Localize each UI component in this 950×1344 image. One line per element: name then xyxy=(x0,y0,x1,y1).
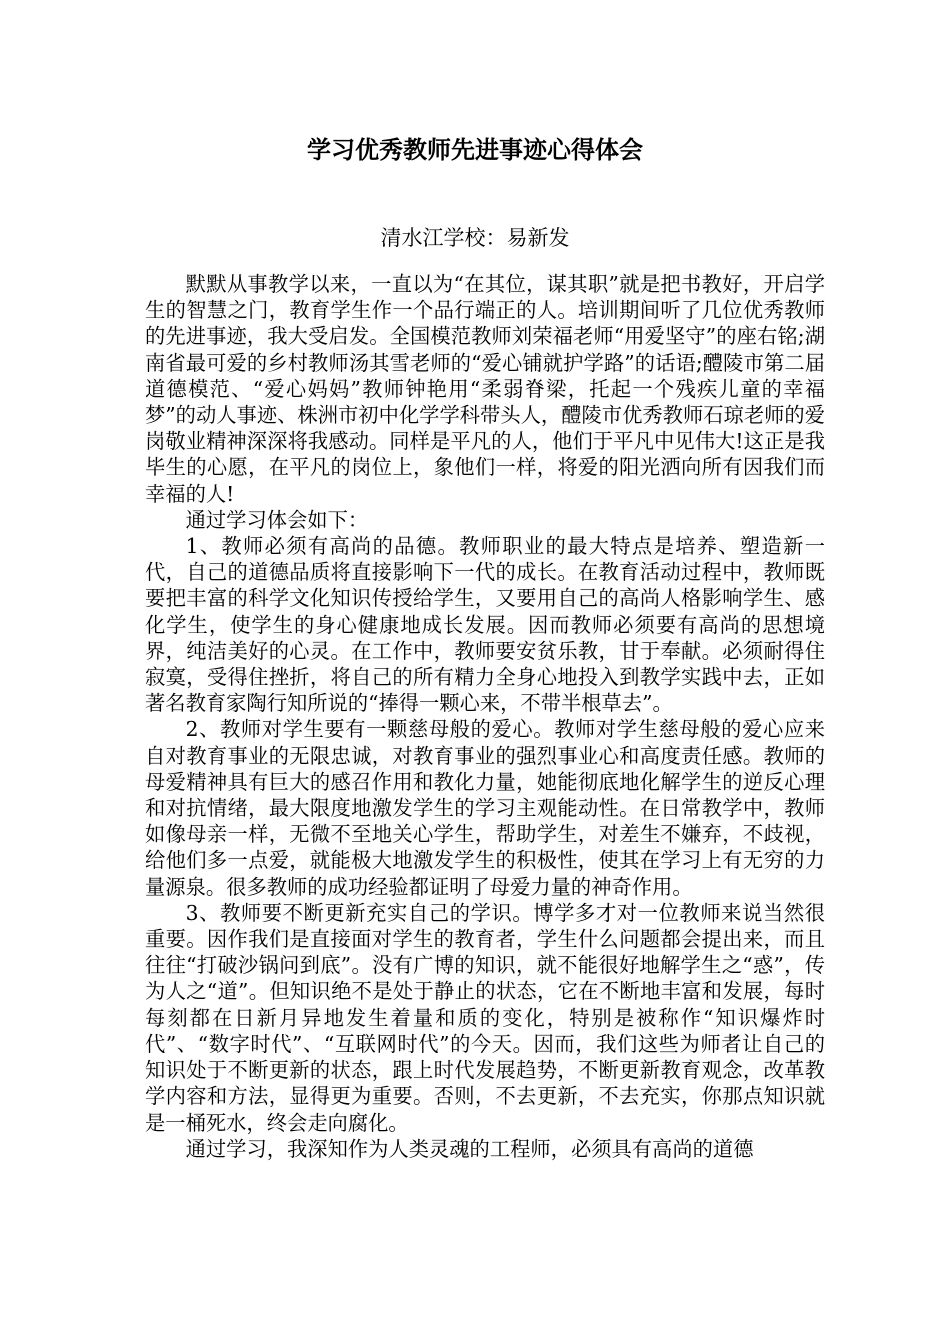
paragraph-point-3: 3、教师要不断更新充实自己的学识。博学多才对一位教师来说当然很重要。因作我们是直接面对学生的教育者，学生什么问题都会提出来，而且往往“打破沙锅问到底”。没有广博的知识，就不能很好地解学生之“惑”，传为人之“道”。但知识绝不是处于静止的状态，它在不断地丰富和发展，每时每刻都在日新月异地发生着量和质的变化，特别是被称作“知识爆炸时代”、“数字时代”、“互联网时代”的今天。因而，我们这些为师者让自己的知识处于不断更新的状态，跟上时代发展趋势，不断更新教育观念，改革教学内容和方法，显得更为重要。否则，不去更新，不去充实，你那点知识就是一桶死水，终会走向腐化。 xyxy=(145,900,825,1135)
paragraph-summary-lead: 通过学习体会如下： xyxy=(185,507,369,532)
paragraph-point-1: 1、教师必须有高尚的品德。教师职业的最大特点是培养、塑造新一代，自己的道德品质将直接影响下一代的成长。在教育活动过程中，教师既要把丰富的科学文化知识传授给学生，又要用自己的高尚人格影响学生、感化学生，使学生的身心健康地成长发展。因而教师必须要有高尚的思想境界，纯洁美好的心灵。在工作中，教师要安贫乐教，甘于奉献。必须耐得住寂寞，受得住挫折，将自己的所有精力全身心地投入到教学实践中去，正如著名教育家陶行知所说的“捧得一颗心来，不带半根草去”。 xyxy=(145,534,825,716)
paragraph-point-2: 2、教师对学生要有一颗慈母般的爱心。教师对学生慈母般的爱心应来自对教育事业的无限忠诚，对教育事业的强烈事业心和高度责任感。教师的母爱精神具有巨大的感召作用和教化力量，她能彻底地化解学生的逆反心理和对抗情绪，最大限度地激发学生的学习主观能动性。在日常教学中，教师如像母亲一样，无微不至地关心学生，帮助学生，对差生不嫌弃，不歧视，给他们多一点爱，就能极大地激发学生的积极性，使其在学习上有无穷的力量源泉。很多教师的成功经验都证明了母爱力量的神奇作用。 xyxy=(145,717,825,899)
document-body xyxy=(145,271,825,1162)
document-title: 学习优秀教师先进事迹心得体会 xyxy=(307,136,643,164)
paragraph-conclusion: 通过学习，我深知作为人类灵魂的工程师，必须具有高尚的道德 xyxy=(185,1136,754,1161)
document-author: 清水江学校：易新发 xyxy=(380,226,570,250)
paragraph-intro: 默默从事教学以来，一直以为“在其位，谋其职”就是把书教好，开启学生的智慧之门，教育学生作一个品行端正的人。培训期间听了几位优秀教师的先进事迹，我大受启发。全国模范教师刘荣福老师“用爱坚守”的座右铭;湖南省最可爱的乡村教师汤其雪老师的“爱心铺就护学路”的话语;醴陵市第二届道德模范、“爱心妈妈”教师钟艳用“柔弱脊梁，托起一个残疾儿童的幸福梦”的动人事迹、株洲市初中化学学科带头人，醴陵市优秀教师石琼老师的爱岗敬业精神深深将我感动。同样是平凡的人，他们于平凡中见伟大!这正是我毕生的心愿，在平凡的岗位上，象他们一样，将爱的阳光洒向所有因我们而幸福的人! xyxy=(145,272,825,506)
